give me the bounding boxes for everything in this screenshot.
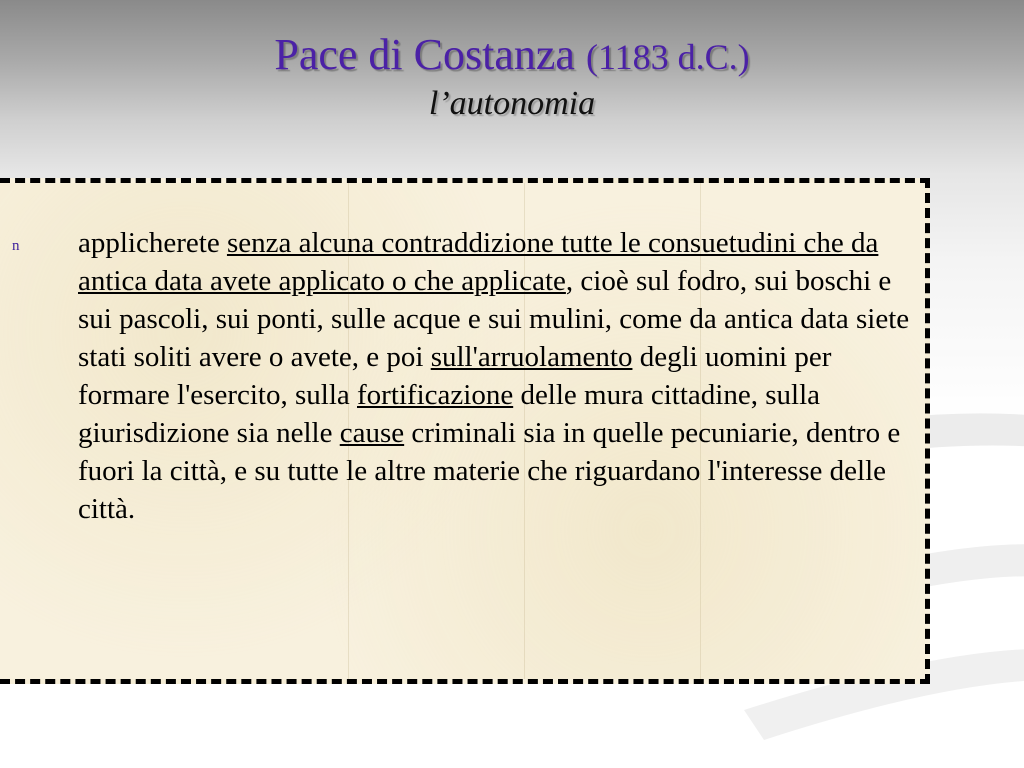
underlined-phrase: sull'arruolamento — [430, 341, 633, 373]
slide-subtitle: l’autonomia — [428, 84, 596, 122]
text-segment: degli uomini per formare l'esercito, sulla — [78, 341, 832, 411]
title-main: Pace di Costanza — [274, 30, 575, 79]
underlined-phrase: fortificazione — [357, 379, 514, 411]
body-paragraph — [78, 224, 918, 528]
title-area — [0, 30, 1024, 123]
text-segment: , cioè sul fodro, sui boschi e sui pascoli, sui ponti, sulle acque e sui mulini, come da antica data siete stati soliti avere o avete, e poi — [78, 265, 910, 373]
text-panel — [0, 178, 930, 684]
underlined-phrase: cause — [339, 417, 405, 449]
text-segment: criminali sia in quelle pecuniarie, dentro e fuori la città, e su tutte le altre materie che riguardano l'interesse delle città. — [78, 417, 901, 525]
text-segment: delle mura cittadine, sulla giurisdizione sia nelle — [78, 379, 820, 449]
bullet-marker: n — [12, 238, 20, 254]
slide-title — [0, 30, 1024, 81]
text-segment: applicherete — [78, 227, 227, 259]
underlined-phrase: senza alcuna contraddizione tutte le consuetudini che da antica data avete applicato o che applicate — [78, 227, 879, 297]
title-date: (1183 d.C.) — [585, 37, 750, 77]
